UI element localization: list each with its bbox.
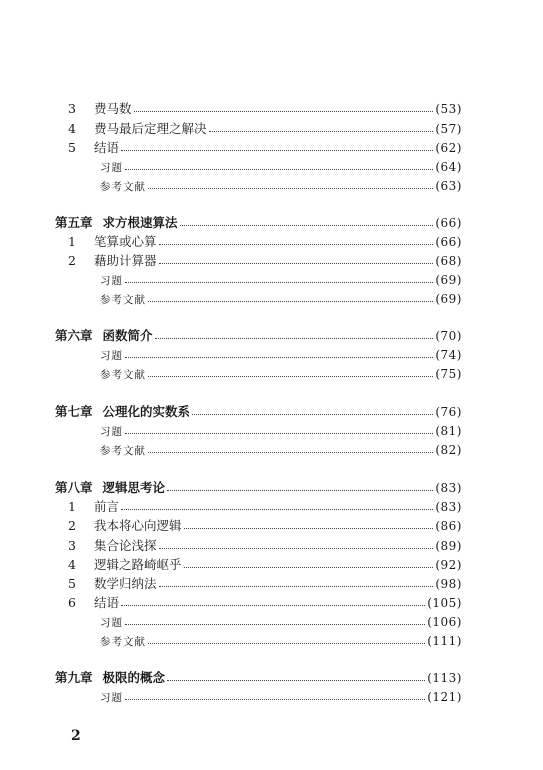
page-ref: (86) xyxy=(435,519,462,533)
section-number: 2 xyxy=(68,517,76,533)
page-ref: (69) xyxy=(435,292,462,306)
page-ref: (68) xyxy=(435,254,462,268)
page-ref: (70) xyxy=(435,329,462,343)
page-ref: (69) xyxy=(435,273,462,287)
entry-title: 习题 xyxy=(100,691,123,704)
section-number: 5 xyxy=(68,139,76,155)
section-number: 3 xyxy=(68,537,76,553)
entry-title: 前言 xyxy=(94,498,120,514)
page-ref: (113) xyxy=(427,671,462,685)
toc-entry-section xyxy=(55,513,462,532)
toc-entry-section xyxy=(55,116,462,135)
dot-leader xyxy=(125,281,433,283)
dot-leader xyxy=(121,508,433,510)
toc-entry-exercises xyxy=(55,267,462,286)
chapter-title: 公理化的实数系 xyxy=(102,403,191,419)
entry-title: 数学归纳法 xyxy=(94,575,157,591)
entry-title: 笔算或心算 xyxy=(94,233,157,249)
dot-leader xyxy=(125,698,425,700)
page-ref: (92) xyxy=(435,558,462,572)
page-ref: (62) xyxy=(435,141,462,155)
page-ref: (66) xyxy=(435,235,462,249)
entry-title: 参考文献 xyxy=(100,293,146,306)
toc-entry-section xyxy=(55,571,462,590)
page-ref: (83) xyxy=(435,500,462,514)
entry-title: 结语 xyxy=(94,594,120,610)
chapter-number: 第五章 xyxy=(55,214,93,230)
toc-entry-section xyxy=(55,533,462,552)
dot-leader xyxy=(125,356,433,358)
page-ref: (106) xyxy=(427,615,462,629)
dot-leader xyxy=(159,547,434,549)
toc-entry-section xyxy=(55,96,462,115)
page-ref: (63) xyxy=(435,179,462,193)
section-number: 5 xyxy=(68,575,76,591)
dot-leader xyxy=(148,375,433,377)
dot-leader xyxy=(159,262,434,264)
entry-title: 习题 xyxy=(100,425,123,438)
dot-leader xyxy=(148,300,433,302)
dot-leader xyxy=(192,413,433,415)
toc-entry-exercises xyxy=(55,154,462,173)
entry-title: 结语 xyxy=(94,139,120,155)
entry-title: 习题 xyxy=(100,161,123,174)
chapter-title: 求方根速算法 xyxy=(102,214,178,230)
page-ref: (82) xyxy=(435,443,462,457)
page-ref: (121) xyxy=(427,690,462,704)
dot-leader xyxy=(159,243,434,245)
dot-leader xyxy=(184,566,434,568)
toc-entry-exercises xyxy=(55,342,462,361)
toc-entry-chapter xyxy=(55,323,462,342)
section-number: 1 xyxy=(68,233,76,249)
toc-entry-references xyxy=(55,437,462,456)
chapter-number: 第七章 xyxy=(55,403,93,419)
toc-entry-section xyxy=(55,552,462,571)
page-ref: (75) xyxy=(435,367,462,381)
dot-leader xyxy=(148,187,433,189)
entry-title: 习题 xyxy=(100,274,123,287)
toc-entry-chapter xyxy=(55,475,462,494)
dot-leader xyxy=(184,527,434,529)
dot-leader xyxy=(209,130,434,132)
page-ref: (105) xyxy=(427,596,462,610)
section-number: 1 xyxy=(68,498,76,514)
toc-entry-chapter xyxy=(55,665,462,684)
chapter-title: 函数简介 xyxy=(102,327,153,343)
dot-leader xyxy=(125,623,425,625)
toc-entry-section xyxy=(55,229,462,248)
section-number: 6 xyxy=(68,594,76,610)
page-ref: (57) xyxy=(435,122,462,136)
entry-title: 我本将心向逻辑 xyxy=(94,517,182,533)
toc-entry-references xyxy=(55,361,462,380)
page-ref: (64) xyxy=(435,160,462,174)
entry-title: 费马最后定理之解决 xyxy=(94,120,207,136)
entry-title: 逻辑之路崎岖乎 xyxy=(94,556,182,572)
entry-title: 费马数 xyxy=(94,100,132,116)
page-ref: (76) xyxy=(435,405,462,419)
entry-title: 习题 xyxy=(100,616,123,629)
toc-entry-references xyxy=(55,173,462,192)
chapter-number: 第八章 xyxy=(55,479,93,495)
toc-entry-section xyxy=(55,590,462,609)
page-ref: (111) xyxy=(427,634,462,648)
page-ref: (66) xyxy=(435,216,462,230)
entry-title: 习题 xyxy=(100,349,123,362)
chapter-title: 逻辑思考论 xyxy=(102,479,166,495)
page-ref: (53) xyxy=(435,102,462,116)
section-number: 3 xyxy=(68,100,76,116)
toc-entry-section xyxy=(55,248,462,267)
toc-entry-chapter xyxy=(55,210,462,229)
dot-leader xyxy=(125,168,433,170)
dot-leader xyxy=(148,642,425,644)
entry-title: 参考文献 xyxy=(100,635,146,648)
toc-entry-exercises xyxy=(55,609,462,628)
section-number: 4 xyxy=(68,556,76,572)
dot-leader xyxy=(159,585,434,587)
page-ref: (83) xyxy=(435,481,462,495)
dot-leader xyxy=(121,604,425,606)
entry-title: 参考文献 xyxy=(100,368,146,381)
chapter-number: 第六章 xyxy=(55,327,93,343)
dot-leader xyxy=(167,679,425,681)
chapter-title: 极限的概念 xyxy=(102,669,166,685)
chapter-number: 第九章 xyxy=(55,669,93,685)
toc-entry-exercises xyxy=(55,684,462,703)
entry-title: 参考文献 xyxy=(100,180,146,193)
toc-entry-references xyxy=(55,286,462,305)
dot-leader xyxy=(155,337,434,339)
entry-title: 集合论浅探 xyxy=(94,537,157,553)
toc-entry-chapter xyxy=(55,399,462,418)
toc-entry-section xyxy=(55,494,462,513)
dot-leader xyxy=(148,451,433,453)
dot-leader xyxy=(180,224,434,226)
page-ref: (89) xyxy=(435,539,462,553)
page-number: 2 xyxy=(71,728,81,744)
section-number: 2 xyxy=(68,252,76,268)
toc-entry-references xyxy=(55,628,462,647)
page-ref: (81) xyxy=(435,424,462,438)
page-ref: (98) xyxy=(435,577,462,591)
entry-title: 参考文献 xyxy=(100,444,146,457)
dot-leader xyxy=(134,110,434,112)
toc-entry-exercises xyxy=(55,418,462,437)
page-ref: (74) xyxy=(435,348,462,362)
entry-title: 藉助计算器 xyxy=(94,252,157,268)
dot-leader xyxy=(121,149,433,151)
dot-leader xyxy=(167,489,433,491)
dot-leader xyxy=(125,432,433,434)
section-number: 4 xyxy=(68,120,76,136)
toc-entry-section xyxy=(55,135,462,154)
